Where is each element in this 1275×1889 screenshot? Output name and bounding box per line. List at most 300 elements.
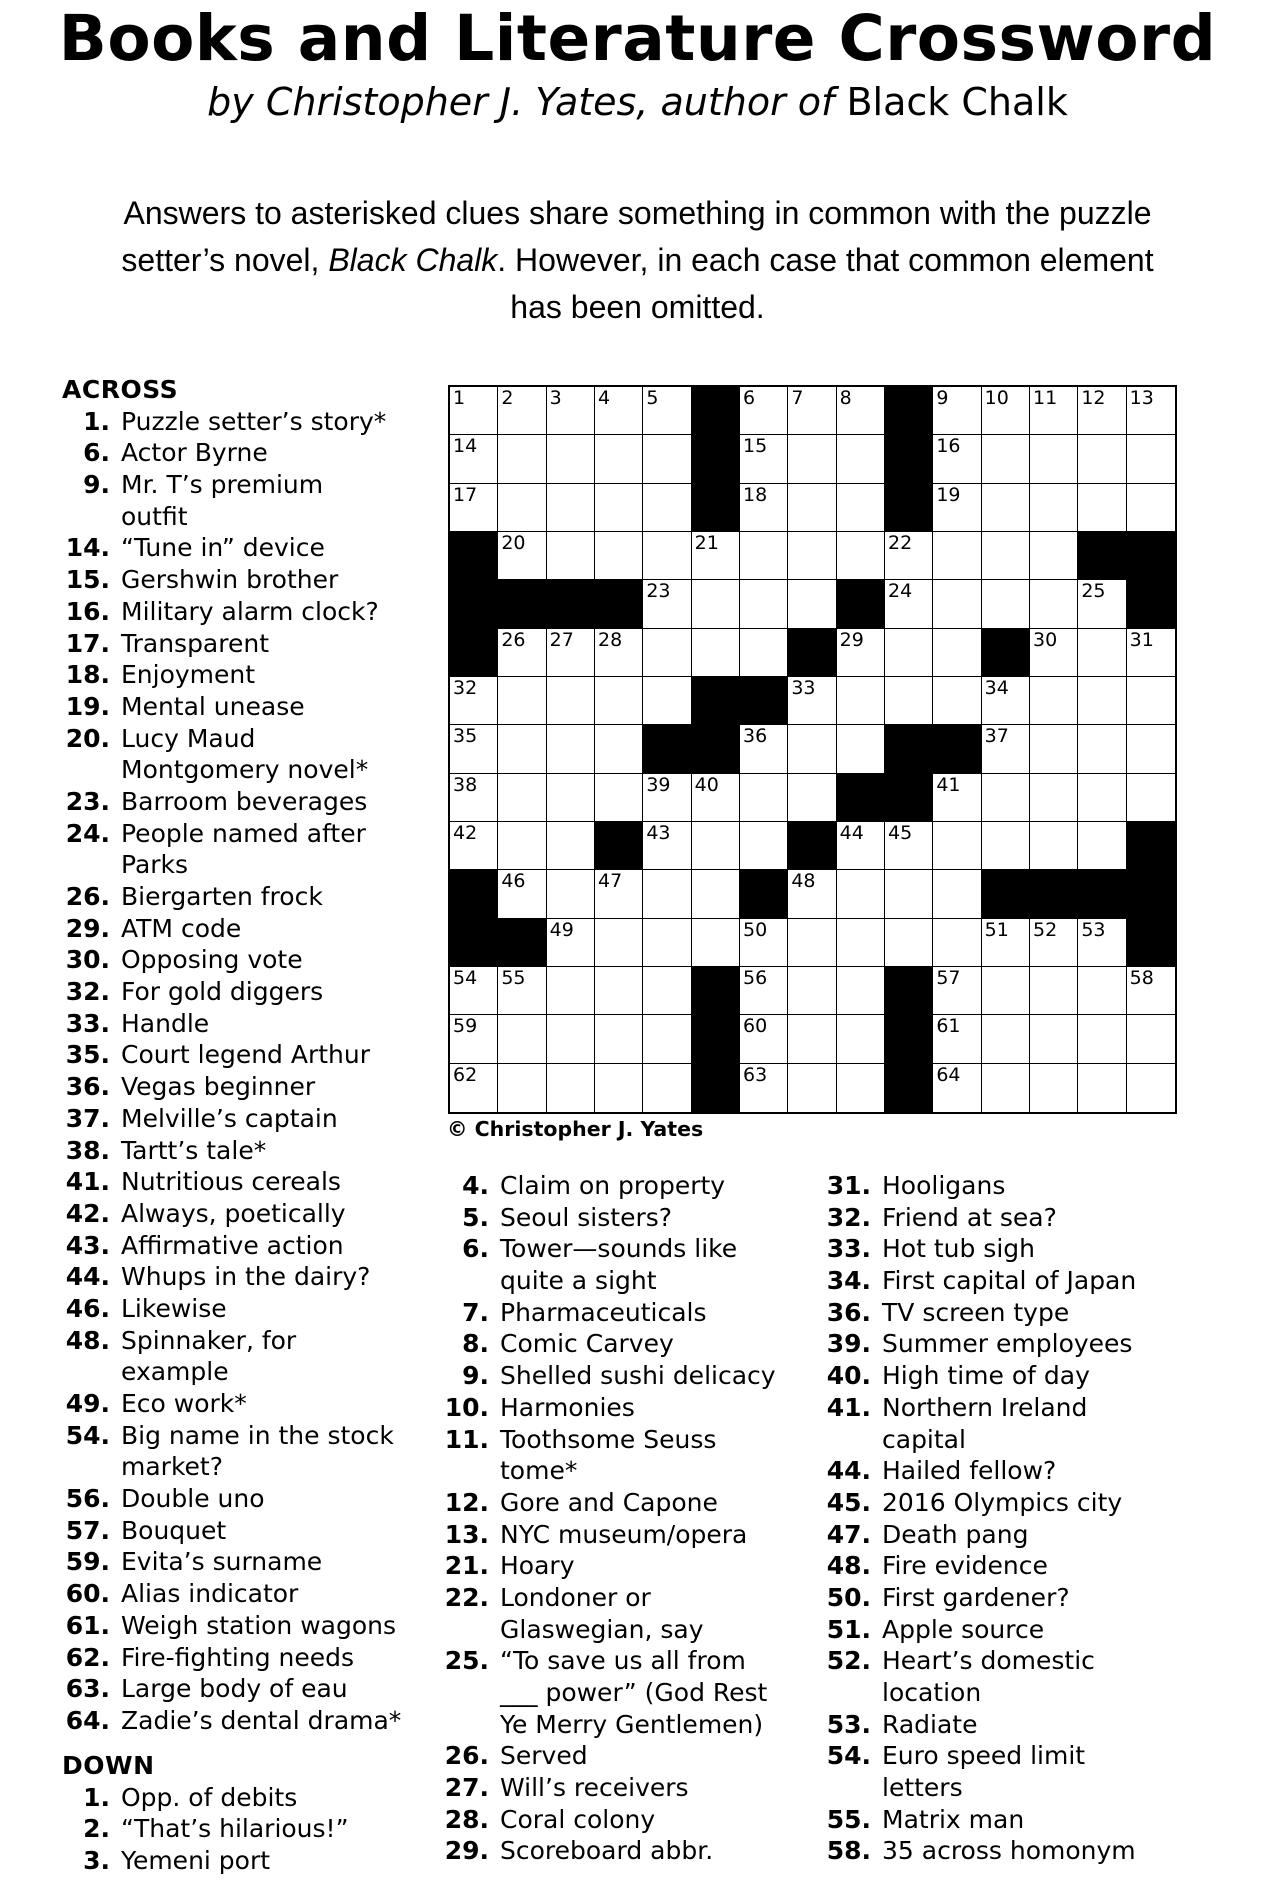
grid-cell[interactable] (450, 387, 498, 435)
grid-cell[interactable] (933, 870, 981, 918)
grid-cell[interactable] (788, 774, 836, 822)
grid-cell[interactable] (1127, 435, 1175, 483)
grid-cell[interactable] (450, 967, 498, 1015)
grid-cell[interactable] (643, 870, 691, 918)
grid-cell[interactable] (595, 1015, 643, 1063)
grid-cell[interactable] (547, 1064, 595, 1112)
clue-number: 3. (83, 1846, 110, 1876)
grid-cell[interactable] (933, 532, 981, 580)
grid-cell[interactable] (1030, 1064, 1078, 1112)
grid-cell[interactable] (933, 387, 981, 435)
grid-cell[interactable] (595, 725, 643, 773)
grid-cell[interactable] (692, 774, 740, 822)
grid-cell[interactable] (740, 774, 788, 822)
clue (441, 1360, 776, 1392)
cell-number: 29 (839, 628, 864, 651)
cell-number: 49 (549, 918, 574, 941)
cell-number: 31 (1129, 628, 1154, 651)
grid-cell-black (692, 725, 740, 773)
clue-text: capital (882, 1424, 966, 1454)
clue-number: 56. (65, 1484, 110, 1514)
cell-number: 52 (1032, 918, 1058, 941)
clue-text: Barroom beverages (121, 786, 368, 816)
grid-cell[interactable] (933, 629, 981, 677)
grid-cell[interactable] (1078, 822, 1126, 870)
grid-cell[interactable] (933, 774, 981, 822)
clue-number: 51. (826, 1614, 871, 1644)
cell-number: 59 (453, 1015, 478, 1038)
grid-cell[interactable] (740, 822, 788, 870)
grid-cell[interactable] (498, 677, 546, 725)
grid-cell[interactable] (837, 725, 885, 773)
grid-cell[interactable] (740, 629, 788, 677)
grid-cell[interactable] (595, 870, 643, 918)
grid-cell[interactable] (982, 1015, 1030, 1063)
grid-cell[interactable] (498, 629, 546, 677)
grid-cell[interactable] (982, 677, 1030, 725)
grid-cell[interactable] (498, 870, 546, 918)
grid-cell[interactable] (740, 580, 788, 628)
grid-cell[interactable] (933, 1064, 981, 1112)
clue (62, 691, 401, 723)
grid-cell-black (788, 629, 836, 677)
cell-number: 15 (742, 435, 768, 458)
grid-cell[interactable] (498, 532, 546, 580)
clue-number: 52. (826, 1646, 871, 1676)
grid-cell[interactable] (1030, 774, 1078, 822)
cell-number: 47 (597, 870, 623, 893)
grid-cell[interactable] (788, 725, 836, 773)
grid-cell[interactable] (450, 1064, 498, 1112)
grid-cell[interactable] (498, 387, 546, 435)
cell-number: 27 (549, 628, 574, 651)
clue (823, 1614, 1136, 1646)
clue (62, 1483, 401, 1515)
grid-cell[interactable] (1030, 967, 1078, 1015)
clue (62, 628, 401, 660)
grid-cell[interactable] (1078, 387, 1126, 435)
grid-cell-black (933, 725, 981, 773)
grid-cell[interactable] (643, 484, 691, 532)
grid-cell[interactable] (547, 725, 595, 773)
grid-cell[interactable] (1078, 435, 1126, 483)
grid-cell[interactable] (933, 435, 981, 483)
grid-cell-black (692, 387, 740, 435)
grid-cell[interactable] (1127, 967, 1175, 1015)
grid-cell[interactable] (1030, 725, 1078, 773)
grid-cell[interactable] (740, 484, 788, 532)
grid-cell[interactable] (643, 677, 691, 725)
grid-cell[interactable] (837, 484, 885, 532)
clue-text: Likewise (121, 1293, 227, 1323)
grid-cell[interactable] (933, 484, 981, 532)
grid-cell[interactable] (547, 484, 595, 532)
clue (823, 1487, 1136, 1519)
grid-cell[interactable] (547, 870, 595, 918)
grid-cell[interactable] (1078, 580, 1126, 628)
grid-cell[interactable] (788, 1064, 836, 1112)
grid-cell[interactable] (498, 967, 546, 1015)
grid-cell[interactable] (1078, 484, 1126, 532)
grid-cell[interactable] (498, 1064, 546, 1112)
grid-cell[interactable] (885, 629, 933, 677)
clue-number: 1. (83, 1782, 110, 1812)
grid-cell[interactable] (788, 532, 836, 580)
grid-cell[interactable] (788, 387, 836, 435)
grid-cell[interactable] (643, 822, 691, 870)
grid-cell[interactable] (740, 435, 788, 483)
grid-cell[interactable] (1030, 629, 1078, 677)
grid-cell[interactable] (885, 580, 933, 628)
grid-cell[interactable] (1030, 532, 1078, 580)
grid-cell[interactable] (595, 677, 643, 725)
clue-text: Court legend Arthur (121, 1040, 371, 1070)
clue (823, 1709, 1136, 1741)
grid-cell[interactable] (1127, 387, 1175, 435)
grid-cell[interactable] (595, 967, 643, 1015)
grid-cell[interactable] (595, 532, 643, 580)
grid-cell[interactable] (547, 532, 595, 580)
grid-cell[interactable] (1078, 677, 1126, 725)
grid-cell[interactable] (885, 870, 933, 918)
clue (62, 1546, 401, 1578)
grid-cell[interactable] (788, 677, 836, 725)
grid-cell[interactable] (1127, 1015, 1175, 1063)
cell-number: 22 (887, 531, 913, 554)
grid-cell[interactable] (1030, 484, 1078, 532)
cell-number: 44 (839, 821, 864, 844)
clue-text: Handle (121, 1008, 210, 1038)
grid-cell[interactable] (1030, 677, 1078, 725)
clue (62, 1198, 401, 1230)
grid-cell[interactable] (643, 532, 691, 580)
grid-cell[interactable] (450, 774, 498, 822)
grid-cell[interactable] (595, 774, 643, 822)
clue (823, 1265, 1136, 1297)
grid-cell[interactable] (450, 677, 498, 725)
clue-text: Opp. of debits (121, 1782, 298, 1812)
cell-number: 39 (646, 773, 671, 796)
cell-number: 58 (1129, 966, 1154, 989)
clue-text: People named after (121, 818, 366, 848)
clue-number (441, 1265, 489, 1297)
grid-cell[interactable] (982, 919, 1030, 967)
clue-text: Fire evidence (882, 1551, 1048, 1581)
grid-cell[interactable] (1127, 1064, 1175, 1112)
grid-cell[interactable] (1078, 1064, 1126, 1112)
grid-cell[interactable] (692, 580, 740, 628)
clue-text: Glaswegian, say (500, 1614, 704, 1644)
clue-number: 26. (65, 882, 110, 912)
cell-number: 36 (742, 725, 768, 748)
clue (441, 1297, 776, 1329)
grid-cell[interactable] (740, 967, 788, 1015)
grid-cell[interactable] (450, 822, 498, 870)
clue-number: 46. (65, 1293, 110, 1323)
clue-number: 19. (65, 691, 110, 721)
grid-cell[interactable] (547, 435, 595, 483)
grid-cell[interactable] (837, 532, 885, 580)
grid-cell[interactable] (740, 532, 788, 580)
grid-cell[interactable] (982, 484, 1030, 532)
grid-cell[interactable] (837, 967, 885, 1015)
cell-number: 13 (1129, 387, 1154, 409)
grid-cell[interactable] (1030, 919, 1078, 967)
grid-cell[interactable] (595, 919, 643, 967)
clue-text: Military alarm clock? (121, 596, 379, 626)
clue-text: Scoreboard abbr. (500, 1836, 714, 1866)
grid-cell[interactable] (692, 532, 740, 580)
clue-number: 39. (826, 1329, 871, 1359)
clue (441, 1392, 776, 1424)
grid-cell[interactable] (547, 774, 595, 822)
grid-cell[interactable] (788, 919, 836, 967)
grid-cell[interactable] (547, 967, 595, 1015)
grid-cell[interactable] (837, 822, 885, 870)
grid-cell[interactable] (450, 1015, 498, 1063)
clue (441, 1772, 776, 1804)
clue (62, 1578, 401, 1610)
clue (62, 786, 401, 818)
grid-cell[interactable] (788, 1015, 836, 1063)
grid-cell[interactable] (595, 484, 643, 532)
grid-cell[interactable] (933, 822, 981, 870)
grid-cell[interactable] (1127, 725, 1175, 773)
grid-cell[interactable] (740, 387, 788, 435)
clue (62, 723, 401, 755)
grid-cell[interactable] (740, 725, 788, 773)
grid-cell[interactable] (1078, 774, 1126, 822)
cell-number: 7 (791, 387, 804, 409)
grid-cell[interactable] (933, 967, 981, 1015)
grid-cell[interactable] (498, 725, 546, 773)
grid-cell[interactable] (498, 484, 546, 532)
grid-cell[interactable] (498, 774, 546, 822)
grid-cell[interactable] (788, 580, 836, 628)
clue-number: 29. (444, 1836, 489, 1866)
clue (62, 1515, 401, 1547)
cell-number: 61 (936, 1015, 961, 1038)
clue (441, 1582, 776, 1614)
clue-text: Actor Byrne (121, 438, 268, 468)
grid-cell[interactable] (595, 1064, 643, 1112)
grid-cell[interactable] (450, 435, 498, 483)
clue (62, 532, 401, 564)
clue-number: 48. (826, 1551, 871, 1581)
grid-cell[interactable] (1078, 967, 1126, 1015)
grid-cell[interactable] (692, 822, 740, 870)
grid-cell[interactable] (1030, 1015, 1078, 1063)
grid-cell[interactable] (837, 435, 885, 483)
clue-number: 21. (444, 1551, 489, 1581)
grid-cell[interactable] (547, 677, 595, 725)
cell-number: 35 (453, 725, 478, 748)
clue (441, 1328, 776, 1360)
grid-cell[interactable] (450, 725, 498, 773)
clue-number: 50. (826, 1582, 871, 1612)
clue-number: 62. (65, 1642, 110, 1672)
clue (823, 1582, 1136, 1614)
grid-cell[interactable] (933, 580, 981, 628)
grid-cell[interactable] (643, 1015, 691, 1063)
grid-cell[interactable] (982, 532, 1030, 580)
clue-text: Comic Carvey (500, 1329, 674, 1359)
cell-number: 5 (646, 387, 659, 409)
grid-cell[interactable] (643, 387, 691, 435)
grid-cell[interactable] (982, 435, 1030, 483)
clue-number: 30. (65, 945, 110, 975)
clue-text: outfit (121, 501, 188, 531)
clue-continuation (441, 1614, 776, 1646)
grid-cell[interactable] (1078, 725, 1126, 773)
grid-cell[interactable] (692, 629, 740, 677)
grid-cell[interactable] (885, 677, 933, 725)
clue (62, 1103, 401, 1135)
grid-cell[interactable] (643, 967, 691, 1015)
cell-number: 46 (501, 870, 526, 893)
clue (62, 881, 401, 913)
grid-cell[interactable] (788, 435, 836, 483)
grid-cell[interactable] (982, 580, 1030, 628)
grid-cell-black (692, 1064, 740, 1112)
grid-cell[interactable] (1078, 1015, 1126, 1063)
grid-cell[interactable] (595, 435, 643, 483)
clue-number (62, 1356, 110, 1388)
clue-text: Mental unease (121, 691, 305, 721)
grid-cell[interactable] (885, 532, 933, 580)
grid-cell[interactable] (933, 1015, 981, 1063)
grid-cell[interactable] (788, 484, 836, 532)
grid-cell[interactable] (1127, 484, 1175, 532)
grid-cell[interactable] (837, 387, 885, 435)
instructions-text (0, 190, 1275, 331)
grid-cell[interactable] (450, 484, 498, 532)
cell-number: 28 (597, 628, 623, 651)
across-header: ACROSS (62, 375, 179, 404)
grid-cell[interactable] (933, 677, 981, 725)
grid-cell[interactable] (498, 435, 546, 483)
grid-cell[interactable] (595, 629, 643, 677)
clue-number: 2. (83, 1814, 110, 1844)
cell-number: 45 (887, 821, 913, 844)
grid-cell[interactable] (498, 822, 546, 870)
grid-cell[interactable] (1078, 919, 1126, 967)
grid-cell[interactable] (982, 387, 1030, 435)
grid-cell[interactable] (547, 822, 595, 870)
cell-number: 34 (984, 676, 1009, 699)
clue (823, 1740, 1136, 1772)
grid-cell[interactable] (643, 435, 691, 483)
grid-cell[interactable] (1030, 435, 1078, 483)
grid-cell[interactable] (595, 387, 643, 435)
grid-cell[interactable] (1030, 580, 1078, 628)
clue (441, 1550, 776, 1582)
grid-cell[interactable] (1030, 387, 1078, 435)
grid-cell[interactable] (982, 967, 1030, 1015)
grid-cell[interactable] (837, 870, 885, 918)
grid-cell[interactable] (788, 967, 836, 1015)
grid-cell-black (982, 870, 1030, 918)
grid-cell[interactable] (885, 919, 933, 967)
crossword-grid (448, 385, 1177, 1114)
grid-cell[interactable] (740, 919, 788, 967)
clue-text: Always, poetically (121, 1198, 346, 1228)
cell-number: 63 (742, 1063, 768, 1086)
clue-text: Summer employees (882, 1329, 1133, 1359)
grid-cell-black (1127, 822, 1175, 870)
clue-text: Nutritious cereals (121, 1167, 341, 1197)
clue-number: 25. (444, 1646, 489, 1676)
cell-number: 6 (742, 387, 756, 409)
grid-cell[interactable] (547, 629, 595, 677)
clue (62, 1039, 401, 1071)
grid-cell[interactable] (643, 629, 691, 677)
cell-number: 60 (742, 1015, 768, 1038)
grid-cell[interactable] (643, 919, 691, 967)
grid-cell[interactable] (837, 677, 885, 725)
grid-cell[interactable] (1127, 677, 1175, 725)
grid-cell[interactable] (547, 1015, 595, 1063)
grid-cell[interactable] (740, 1015, 788, 1063)
grid-cell[interactable] (643, 1064, 691, 1112)
grid-cell[interactable] (1127, 629, 1175, 677)
clue-text: High time of day (882, 1361, 1090, 1391)
grid-cell-black (450, 629, 498, 677)
grid-cell[interactable] (498, 1015, 546, 1063)
clue (62, 564, 401, 596)
clue (62, 1845, 349, 1877)
grid-cell[interactable] (982, 774, 1030, 822)
clue-number: 1. (83, 406, 110, 436)
clue-number: 16. (65, 596, 110, 626)
grid-cell[interactable] (1127, 774, 1175, 822)
grid-cell[interactable] (837, 1064, 885, 1112)
clue-number: 17. (65, 628, 110, 658)
clue-number: 58. (826, 1836, 871, 1866)
grid-cell-black (450, 919, 498, 967)
clue-number: 63. (65, 1674, 110, 1704)
grid-cell[interactable] (643, 580, 691, 628)
grid-cell[interactable] (547, 387, 595, 435)
grid-cell[interactable] (1030, 822, 1078, 870)
grid-cell[interactable] (982, 1064, 1030, 1112)
grid-cell[interactable] (982, 725, 1030, 773)
clue (441, 1487, 776, 1519)
grid-cell[interactable] (837, 629, 885, 677)
grid-cell[interactable] (547, 919, 595, 967)
grid-cell[interactable] (837, 1015, 885, 1063)
clue (823, 1233, 1136, 1265)
grid-cell[interactable] (1078, 629, 1126, 677)
clue-number: 13. (444, 1519, 489, 1549)
grid-cell[interactable] (643, 774, 691, 822)
clue-text: Evita’s surname (121, 1547, 323, 1577)
grid-cell[interactable] (692, 870, 740, 918)
grid-cell[interactable] (692, 919, 740, 967)
clue-number: 35. (65, 1040, 110, 1070)
clue-text: Friend at sea? (882, 1202, 1057, 1232)
grid-cell[interactable] (885, 822, 933, 870)
grid-cell[interactable] (740, 1064, 788, 1112)
grid-cell-black (885, 967, 933, 1015)
clue-text: First capital of Japan (882, 1266, 1137, 1296)
grid-cell[interactable] (933, 919, 981, 967)
grid-cell[interactable] (837, 919, 885, 967)
grid-cell[interactable] (788, 870, 836, 918)
grid-cell[interactable] (982, 822, 1030, 870)
clue (441, 1740, 776, 1772)
book-title: Black Chalk (846, 80, 1068, 124)
